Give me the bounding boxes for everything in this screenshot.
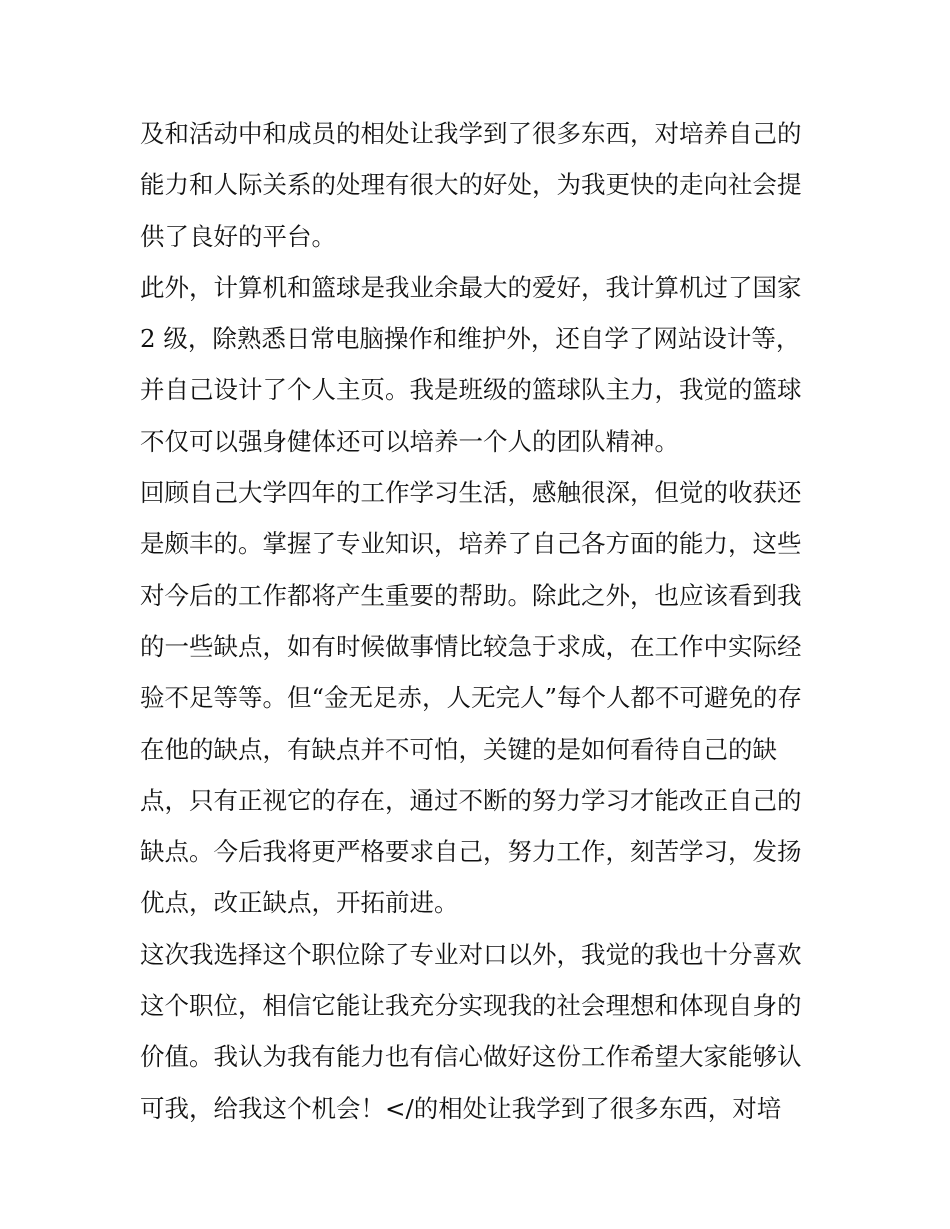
text-line: 在他的缺点，有缺点并不可怕，关键的是如何看待自己的缺 bbox=[140, 734, 777, 764]
text-line: 供了良好的平台。 bbox=[140, 221, 336, 251]
text-line: 价值。我认为我有能力也有信心做好这份工作希望大家能够认 bbox=[140, 1042, 802, 1072]
text-line: 对今后的工作都将产生重要的帮助。除此之外，也应该看到我 bbox=[140, 580, 802, 610]
text-line: 回顾自己大学四年的工作学习生活，感触很深，但觉的收获还 bbox=[140, 478, 802, 508]
text-line: 2 级，除熟悉日常电脑操作和维护外，还自学了网站设计等， bbox=[140, 324, 801, 354]
text-line: 可我，给我这个机会！</的相处让我学到了很多东西，对培 bbox=[140, 1093, 782, 1123]
text-line: 并自己设计了个人主页。我是班级的篮球队主力，我觉的篮球 bbox=[140, 375, 802, 405]
text-line: 验不足等等。但“金无足赤，人无完人”每个人都不可避免的存 bbox=[140, 683, 803, 713]
text-line: 的一些缺点，如有时候做事情比较急于求成，在工作中实际经 bbox=[140, 631, 802, 661]
text-line: 不仅可以强身健体还可以培养一个人的团队精神。 bbox=[140, 426, 679, 456]
text-line: 此外，计算机和篮球是我业余最大的爱好，我计算机过了国家 bbox=[140, 272, 802, 302]
document-body bbox=[140, 108, 820, 1134]
text-line: 及和活动中和成员的相处让我学到了很多东西，对培养自己的 bbox=[140, 119, 802, 148]
text-line: 是颇丰的。掌握了专业知识，培养了自己各方面的能力，这些 bbox=[140, 529, 802, 559]
text-line: 点，只有正视它的存在，通过不断的努力学习才能改正自己的 bbox=[140, 785, 802, 815]
text-line: 能力和人际关系的处理有很大的好处，为我更快的走向社会提 bbox=[140, 170, 802, 200]
text-line: 缺点。今后我将更严格要求自己，努力工作，刻苦学习，发扬 bbox=[140, 837, 802, 867]
text-line: 这个职位，相信它能让我充分实现我的社会理想和体现自身的 bbox=[140, 991, 802, 1021]
text-line: 优点，改正缺点，开拓前进。 bbox=[140, 888, 459, 918]
text-line: 这次我选择这个职位除了专业对口以外，我觉的我也十分喜欢 bbox=[140, 939, 802, 969]
